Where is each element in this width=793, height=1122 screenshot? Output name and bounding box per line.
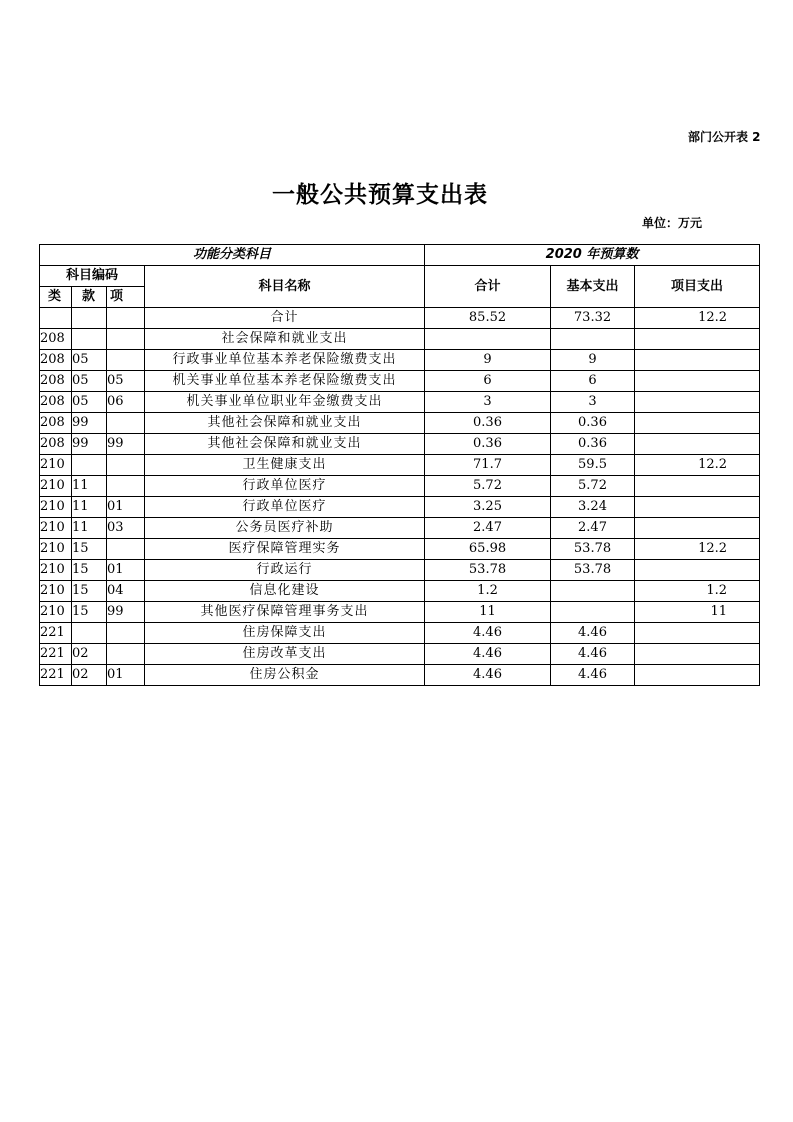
amount-basic: 6 [551, 371, 635, 392]
item-name: 医疗保障管理实务 [145, 539, 425, 560]
table-row [40, 413, 760, 434]
code-xiang [107, 623, 145, 644]
item-name: 卫生健康支出 [145, 455, 425, 476]
header-kuan: 款 [72, 287, 107, 308]
code-kuan: 99 [72, 413, 107, 434]
code-kuan [72, 623, 107, 644]
code-xiang [107, 413, 145, 434]
code-kuan: 05 [72, 350, 107, 371]
total-label: 合计 [145, 308, 425, 329]
item-name: 行政事业单位基本养老保险缴费支出 [145, 350, 425, 371]
table-row [40, 329, 760, 350]
header-basic: 基本支出 [551, 266, 635, 308]
amount-project: 1.2 [635, 581, 760, 602]
header-budget-2020: 2020 年预算数 [425, 245, 760, 266]
amount-basic: 4.46 [551, 644, 635, 665]
total-lei [40, 308, 72, 329]
item-name: 其他社会保障和就业支出 [145, 413, 425, 434]
header-item-name: 科目名称 [145, 266, 425, 308]
item-name: 住房保障支出 [145, 623, 425, 644]
amount-project [635, 644, 760, 665]
code-lei: 210 [40, 455, 72, 476]
header-function-class: 功能分类科目 [40, 245, 425, 266]
code-xiang [107, 644, 145, 665]
table-row [40, 665, 760, 686]
code-lei: 210 [40, 560, 72, 581]
item-name: 机关事业单位职业年金缴费支出 [145, 392, 425, 413]
unit-label: 单位：万元 [642, 216, 703, 230]
table-row [40, 518, 760, 539]
table-row [40, 497, 760, 518]
table-row [40, 392, 760, 413]
code-lei: 221 [40, 623, 72, 644]
total-project: 12.2 [635, 308, 760, 329]
amount-project [635, 497, 760, 518]
code-kuan: 15 [72, 581, 107, 602]
amount-project [635, 350, 760, 371]
code-xiang: 01 [107, 560, 145, 581]
code-kuan: 02 [72, 644, 107, 665]
item-name: 住房公积金 [145, 665, 425, 686]
amount-project [635, 434, 760, 455]
code-xiang: 05 [107, 371, 145, 392]
table-row [40, 434, 760, 455]
code-kuan: 05 [72, 392, 107, 413]
header-xiang: 项 [107, 287, 145, 308]
code-lei: 208 [40, 371, 72, 392]
amount-basic [551, 581, 635, 602]
item-name: 行政运行 [145, 560, 425, 581]
table-row [40, 623, 760, 644]
amount-project: 12.2 [635, 539, 760, 560]
item-name: 社会保障和就业支出 [145, 329, 425, 350]
header-code-group: 科目编码 [40, 266, 145, 287]
total-amount: 85.52 [425, 308, 551, 329]
amount-project [635, 413, 760, 434]
amount-basic: 5.72 [551, 476, 635, 497]
item-name: 其他医疗保障管理事务支出 [145, 602, 425, 623]
amount-project [635, 476, 760, 497]
code-xiang: 99 [107, 434, 145, 455]
item-name: 行政单位医疗 [145, 476, 425, 497]
amount-total [425, 329, 551, 350]
page-title: 一般公共预算支出表 [272, 182, 488, 208]
code-kuan: 15 [72, 602, 107, 623]
table-row [40, 476, 760, 497]
code-lei: 208 [40, 434, 72, 455]
item-name: 机关事业单位基本养老保险缴费支出 [145, 371, 425, 392]
code-kuan: 02 [72, 665, 107, 686]
item-name: 信息化建设 [145, 581, 425, 602]
header-project: 项目支出 [635, 266, 760, 308]
code-lei: 208 [40, 392, 72, 413]
table-row [40, 455, 760, 476]
code-lei: 208 [40, 329, 72, 350]
amount-project: 11 [635, 602, 760, 623]
code-lei: 210 [40, 497, 72, 518]
amount-total: 4.46 [425, 644, 551, 665]
code-kuan [72, 329, 107, 350]
amount-project [635, 392, 760, 413]
amount-basic: 2.47 [551, 518, 635, 539]
header-total: 合计 [425, 266, 551, 308]
amount-total: 1.2 [425, 581, 551, 602]
code-kuan: 15 [72, 539, 107, 560]
code-xiang [107, 539, 145, 560]
code-lei: 208 [40, 350, 72, 371]
code-xiang [107, 350, 145, 371]
item-name: 住房改革支出 [145, 644, 425, 665]
amount-basic [551, 329, 635, 350]
code-lei: 221 [40, 644, 72, 665]
code-lei: 210 [40, 602, 72, 623]
code-kuan: 05 [72, 371, 107, 392]
budget-table [39, 244, 760, 686]
amount-project: 12.2 [635, 455, 760, 476]
amount-basic: 53.78 [551, 560, 635, 581]
code-kuan: 11 [72, 497, 107, 518]
table-row [40, 539, 760, 560]
amount-basic: 9 [551, 350, 635, 371]
amount-total: 0.36 [425, 434, 551, 455]
amount-total: 11 [425, 602, 551, 623]
amount-total: 3 [425, 392, 551, 413]
item-name: 其他社会保障和就业支出 [145, 434, 425, 455]
code-xiang: 99 [107, 602, 145, 623]
table-row [40, 581, 760, 602]
code-xiang: 06 [107, 392, 145, 413]
table-row [40, 371, 760, 392]
total-row [40, 308, 760, 329]
code-xiang [107, 455, 145, 476]
amount-basic: 0.36 [551, 434, 635, 455]
code-xiang: 03 [107, 518, 145, 539]
code-xiang [107, 329, 145, 350]
code-lei: 208 [40, 413, 72, 434]
document-id: 部门公开表 2 [688, 130, 761, 144]
code-lei: 210 [40, 476, 72, 497]
code-xiang: 01 [107, 665, 145, 686]
amount-project [635, 518, 760, 539]
header-row-groups [40, 245, 760, 266]
amount-basic: 3.24 [551, 497, 635, 518]
code-xiang: 04 [107, 581, 145, 602]
code-xiang [107, 476, 145, 497]
amount-total: 65.98 [425, 539, 551, 560]
amount-project [635, 560, 760, 581]
code-kuan: 99 [72, 434, 107, 455]
amount-project [635, 665, 760, 686]
item-name: 公务员医疗补助 [145, 518, 425, 539]
table-row [40, 560, 760, 581]
total-kuan [72, 308, 107, 329]
amount-total: 9 [425, 350, 551, 371]
table-row [40, 644, 760, 665]
header-row-codes [40, 266, 760, 287]
amount-total: 3.25 [425, 497, 551, 518]
amount-project [635, 371, 760, 392]
amount-total: 53.78 [425, 560, 551, 581]
amount-total: 4.46 [425, 623, 551, 644]
header-lei: 类 [40, 287, 72, 308]
item-name: 行政单位医疗 [145, 497, 425, 518]
amount-project [635, 623, 760, 644]
amount-basic: 4.46 [551, 665, 635, 686]
amount-basic: 59.5 [551, 455, 635, 476]
total-xiang [107, 308, 145, 329]
amount-basic: 3 [551, 392, 635, 413]
amount-basic: 4.46 [551, 623, 635, 644]
code-kuan: 11 [72, 518, 107, 539]
code-lei: 221 [40, 665, 72, 686]
code-kuan [72, 455, 107, 476]
table-row [40, 602, 760, 623]
amount-total: 5.72 [425, 476, 551, 497]
amount-basic [551, 602, 635, 623]
amount-total: 4.46 [425, 665, 551, 686]
code-kuan: 15 [72, 560, 107, 581]
amount-basic: 53.78 [551, 539, 635, 560]
code-xiang: 01 [107, 497, 145, 518]
code-kuan: 11 [72, 476, 107, 497]
code-lei: 210 [40, 518, 72, 539]
amount-total: 6 [425, 371, 551, 392]
amount-total: 2.47 [425, 518, 551, 539]
table-row [40, 350, 760, 371]
amount-total: 71.7 [425, 455, 551, 476]
amount-total: 0.36 [425, 413, 551, 434]
code-lei: 210 [40, 539, 72, 560]
total-basic: 73.32 [551, 308, 635, 329]
amount-basic: 0.36 [551, 413, 635, 434]
code-lei: 210 [40, 581, 72, 602]
amount-project [635, 329, 760, 350]
